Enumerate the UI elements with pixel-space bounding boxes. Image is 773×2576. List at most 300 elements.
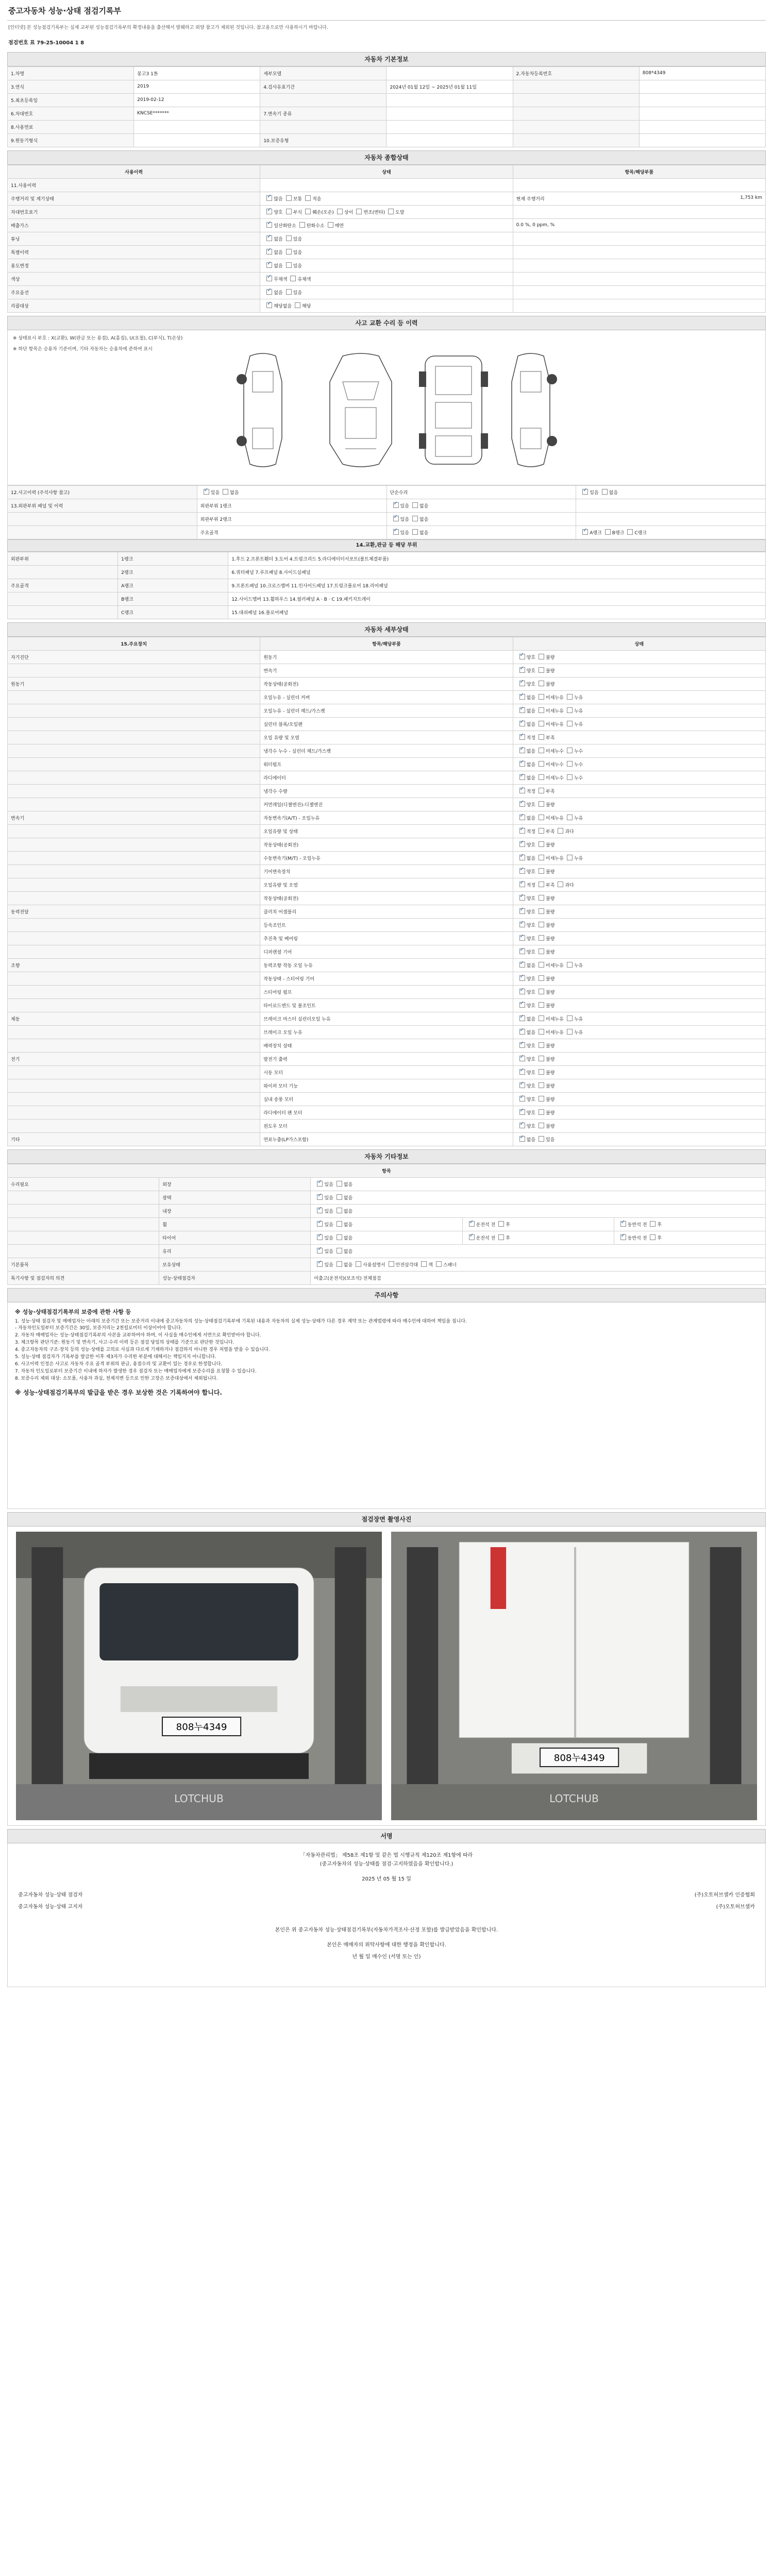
checkbox[interactable] xyxy=(539,1082,544,1088)
option-label: 누유 xyxy=(574,1016,583,1022)
detail-row xyxy=(8,650,766,664)
basic-cell: KNCSE******* xyxy=(134,107,260,120)
checkbox[interactable] xyxy=(519,882,525,887)
checkbox[interactable] xyxy=(519,1082,525,1088)
general-section-title: 자동차 종합상태 xyxy=(7,150,766,165)
checkbox[interactable] xyxy=(567,694,573,700)
checkbox[interactable] xyxy=(567,815,573,820)
checkbox[interactable] xyxy=(328,222,333,228)
accident-row xyxy=(8,526,766,539)
detail-status xyxy=(513,1132,765,1146)
basic-cell xyxy=(639,107,765,120)
other-cell xyxy=(311,1191,766,1204)
general-row xyxy=(8,285,766,299)
detail-item: 작동상태(공회전) xyxy=(260,838,513,851)
checkbox[interactable] xyxy=(266,235,272,241)
option-label: 부족 xyxy=(546,829,555,835)
option-label: 후 xyxy=(506,1222,510,1228)
frame-cell: 1.후드 2.프론트휀더 3.도어 4.트렁크리드 5.라디에이터서포트(볼트체결부품) xyxy=(228,552,766,565)
checkbox[interactable] xyxy=(519,828,525,834)
detail-row xyxy=(8,677,766,690)
checkbox[interactable] xyxy=(539,681,544,686)
checkbox[interactable] xyxy=(286,249,292,255)
option-label: 동반석 전 xyxy=(627,1222,647,1228)
detail-group: 변속기 xyxy=(8,811,260,824)
detail-group xyxy=(8,664,260,677)
checkbox[interactable] xyxy=(650,1234,656,1240)
other-cell: 타이어 xyxy=(159,1231,311,1244)
car-underside-icon xyxy=(415,351,492,469)
exterior-section-title: 사고 교환 수리 등 이력 xyxy=(7,316,766,330)
checkbox[interactable] xyxy=(286,289,292,295)
checkbox[interactable] xyxy=(539,1096,544,1101)
detail-status xyxy=(513,1052,765,1065)
checkbox[interactable] xyxy=(539,908,544,914)
checkbox[interactable] xyxy=(498,1221,504,1227)
checkbox[interactable] xyxy=(567,707,573,713)
detail-section-title: 자동차 세부상태 xyxy=(7,622,766,637)
accident-cell xyxy=(8,526,197,539)
checkbox[interactable] xyxy=(337,1261,342,1267)
detail-item: 등속조인트 xyxy=(260,918,513,931)
checkbox[interactable] xyxy=(539,1015,544,1021)
checkbox[interactable] xyxy=(582,529,588,535)
checkbox[interactable] xyxy=(519,1096,525,1101)
detail-item: 타이로드엔드 및 볼조인트 xyxy=(260,998,513,1012)
checkbox[interactable] xyxy=(393,516,399,521)
checkbox[interactable] xyxy=(519,681,525,686)
checkbox[interactable] xyxy=(539,1029,544,1035)
checkbox[interactable] xyxy=(539,1002,544,1008)
checkbox[interactable] xyxy=(317,1221,323,1227)
sign-panel xyxy=(7,1843,766,1987)
checkbox[interactable] xyxy=(393,529,399,535)
checkbox[interactable] xyxy=(469,1234,475,1240)
option-label: 적정 xyxy=(526,735,536,741)
checkbox[interactable] xyxy=(266,262,272,268)
checkbox[interactable] xyxy=(436,1261,442,1267)
checkbox[interactable] xyxy=(519,1015,525,1021)
checkbox[interactable] xyxy=(539,841,544,847)
car-right-side-icon xyxy=(502,351,559,469)
detail-group xyxy=(8,731,260,744)
checkbox[interactable] xyxy=(539,1056,544,1061)
checkbox[interactable] xyxy=(650,1221,656,1227)
option-label: 없음 xyxy=(419,503,429,509)
frame-cell xyxy=(8,592,118,605)
checkbox[interactable] xyxy=(337,1221,342,1227)
basic-cell xyxy=(639,133,765,147)
checkbox[interactable] xyxy=(539,654,544,659)
checkbox[interactable] xyxy=(356,1261,361,1267)
general-label: 주요옵션 xyxy=(8,285,260,299)
checkbox[interactable] xyxy=(337,1234,342,1240)
checkbox[interactable] xyxy=(295,302,300,308)
option-label: 잭 xyxy=(428,1262,433,1268)
checkbox[interactable] xyxy=(539,801,544,807)
checkbox[interactable] xyxy=(567,721,573,726)
detail-table xyxy=(7,637,766,1146)
checkbox[interactable] xyxy=(567,855,573,860)
checkbox[interactable] xyxy=(412,529,418,535)
other-cell xyxy=(311,1231,462,1244)
checkbox[interactable] xyxy=(337,209,343,214)
checkbox[interactable] xyxy=(519,801,525,807)
checkbox[interactable] xyxy=(567,1015,573,1021)
checkbox[interactable] xyxy=(519,841,525,847)
checkbox[interactable] xyxy=(519,1029,525,1035)
receiver-line: 년 월 일 매수인 (서명 또는 인) xyxy=(352,1954,421,1960)
checkbox[interactable] xyxy=(519,908,525,914)
checkbox[interactable] xyxy=(266,249,272,255)
detail-item: 워터펌프 xyxy=(260,757,513,771)
checkbox[interactable] xyxy=(519,895,525,901)
option-label: 누수 xyxy=(574,775,583,781)
option-label: 불량 xyxy=(546,668,555,674)
checkbox[interactable] xyxy=(519,1056,525,1061)
checkbox[interactable] xyxy=(519,1123,525,1128)
checkbox[interactable] xyxy=(605,529,611,535)
detail-group xyxy=(8,851,260,865)
checkbox[interactable] xyxy=(620,1234,626,1240)
checkbox[interactable] xyxy=(337,1208,342,1213)
checkbox[interactable] xyxy=(204,489,209,495)
detail-item: 발전기 출력 xyxy=(260,1052,513,1065)
checkbox[interactable] xyxy=(519,935,525,941)
accident-cell xyxy=(197,485,386,499)
checkbox[interactable] xyxy=(266,302,272,308)
checkbox[interactable] xyxy=(519,868,525,874)
detail-status xyxy=(513,945,765,958)
detail-item: 실내 송풍 모터 xyxy=(260,1092,513,1106)
checkbox[interactable] xyxy=(337,1194,342,1200)
checkbox[interactable] xyxy=(627,529,633,535)
option-label: 누수 xyxy=(574,749,583,754)
general-extra xyxy=(513,205,765,218)
option-label: 부족 xyxy=(546,735,555,741)
detail-row xyxy=(8,918,766,931)
general-header-cell: 상태 xyxy=(260,165,513,178)
checkbox[interactable] xyxy=(539,1109,544,1115)
option-label: 훼손(오손) xyxy=(312,210,334,215)
checkbox[interactable] xyxy=(539,1136,544,1142)
checkbox[interactable] xyxy=(539,694,544,700)
detail-group xyxy=(8,972,260,985)
checkbox[interactable] xyxy=(266,276,272,281)
detail-status xyxy=(513,1039,765,1052)
checkbox[interactable] xyxy=(539,948,544,954)
option-label: 미세누수 xyxy=(546,775,564,781)
checkbox[interactable] xyxy=(519,761,525,767)
checkbox[interactable] xyxy=(602,489,608,495)
sign-date: 2025 년 05 월 15 일 xyxy=(362,1876,411,1882)
detail-row xyxy=(8,704,766,717)
option-label: 동반석 전 xyxy=(627,1235,647,1241)
caution-item: 8. 보증수리 제외 대상: 소모품, 사용자 과실, 천재지변 등으로 인한 고장은 보증대상에서 제외됩니다. xyxy=(15,1376,218,1382)
detail-group xyxy=(8,1025,260,1039)
diagram-legend: ※ 상태표시 부호 : X(교환), W(판금 또는 용접), A(흠집), U(요철), C(부식), T(손상) xyxy=(13,335,183,341)
checkbox[interactable] xyxy=(305,195,311,201)
checkbox[interactable] xyxy=(317,1261,323,1267)
detail-group: 자기진단 xyxy=(8,650,260,664)
checkbox[interactable] xyxy=(539,935,544,941)
checkbox[interactable] xyxy=(539,868,544,874)
other-cell: 내장 xyxy=(159,1204,311,1217)
other-section-title: 자동차 기타정보 xyxy=(7,1149,766,1164)
checkbox[interactable] xyxy=(519,922,525,927)
basic-row xyxy=(8,80,766,93)
detail-row xyxy=(8,690,766,704)
detail-item: 오일유량 및 상태 xyxy=(260,824,513,838)
checkbox[interactable] xyxy=(539,895,544,901)
checkbox[interactable] xyxy=(317,1194,323,1200)
option-label: 누유 xyxy=(574,963,583,969)
checkbox[interactable] xyxy=(337,1248,342,1253)
basic-row xyxy=(8,66,766,80)
checkbox[interactable] xyxy=(317,1181,323,1187)
checkbox[interactable] xyxy=(519,788,525,793)
option-label: 양호 xyxy=(526,936,536,942)
option-label: 양호 xyxy=(526,976,536,982)
checkbox[interactable] xyxy=(519,667,525,673)
inspector-label: 중고자동차 성능·상태 점검자 xyxy=(18,1892,83,1898)
photos-panel xyxy=(7,1527,766,1826)
option-label: 부족 xyxy=(546,789,555,794)
option-label: 있음 xyxy=(324,1209,333,1214)
other-row xyxy=(8,1244,766,1258)
option-label: 누수 xyxy=(574,762,583,768)
other-cell: 미출고(운전석)(보조석) 전체점검 xyxy=(311,1271,766,1284)
basic-cell: 7.변속기 종류 xyxy=(260,107,386,120)
general-value xyxy=(260,272,513,285)
general-header-cell: 항목/해당부품 xyxy=(513,165,765,178)
checkbox[interactable] xyxy=(519,855,525,860)
detail-item: 오일유량 및 오염 xyxy=(260,878,513,891)
option-label: 적정 xyxy=(526,883,536,888)
checkbox[interactable] xyxy=(539,975,544,981)
checkbox[interactable] xyxy=(558,882,563,887)
checkbox[interactable] xyxy=(539,761,544,767)
checkbox[interactable] xyxy=(539,882,544,887)
checkbox[interactable] xyxy=(266,209,272,214)
checkbox[interactable] xyxy=(539,774,544,780)
option-label: 없음 xyxy=(526,775,536,781)
option-label: 없음 xyxy=(526,749,536,754)
checkbox[interactable] xyxy=(299,222,305,228)
checkbox[interactable] xyxy=(519,654,525,659)
checkbox[interactable] xyxy=(412,502,418,508)
checkbox[interactable] xyxy=(539,922,544,927)
checkbox[interactable] xyxy=(317,1234,323,1240)
detail-group xyxy=(8,931,260,945)
checkbox[interactable] xyxy=(539,1042,544,1048)
checkbox[interactable] xyxy=(519,1109,525,1115)
detail-group xyxy=(8,918,260,931)
rear-plate-text: 808누4349 xyxy=(553,1752,605,1764)
checkbox[interactable] xyxy=(539,721,544,726)
option-label: 없음 xyxy=(343,1249,353,1255)
checkbox[interactable] xyxy=(498,1234,504,1240)
checkbox[interactable] xyxy=(539,707,544,713)
checkbox[interactable] xyxy=(519,1136,525,1142)
option-label: 양호 xyxy=(526,842,536,848)
basic-cell xyxy=(639,120,765,133)
checkbox[interactable] xyxy=(286,235,292,241)
checkbox[interactable] xyxy=(266,289,272,295)
accident-cell xyxy=(576,499,766,512)
basic-cell xyxy=(639,80,765,93)
checkbox[interactable] xyxy=(539,989,544,994)
checkbox[interactable] xyxy=(519,962,525,968)
checkbox[interactable] xyxy=(337,1181,342,1187)
checkbox[interactable] xyxy=(539,1123,544,1128)
checkbox[interactable] xyxy=(567,748,573,753)
checkbox[interactable] xyxy=(519,815,525,820)
other-cell xyxy=(311,1217,462,1231)
checkbox[interactable] xyxy=(539,815,544,820)
checkbox[interactable] xyxy=(356,209,362,214)
detail-row xyxy=(8,664,766,677)
detail-group xyxy=(8,744,260,757)
detail-item: 오일 유량 및 오염 xyxy=(260,731,513,744)
checkbox[interactable] xyxy=(519,1069,525,1075)
option-label: 불량 xyxy=(546,950,555,955)
checkbox[interactable] xyxy=(519,989,525,994)
checkbox[interactable] xyxy=(519,1002,525,1008)
checkbox[interactable] xyxy=(567,774,573,780)
checkbox[interactable] xyxy=(317,1208,323,1213)
checkbox[interactable] xyxy=(519,975,525,981)
frame-cell: 주요골격 xyxy=(8,579,118,592)
detail-group xyxy=(8,704,260,717)
checkbox[interactable] xyxy=(539,962,544,968)
frame-cell xyxy=(8,565,118,579)
detail-item: 라디에이터 팬 모터 xyxy=(260,1106,513,1119)
detail-item: 디퍼렌셜 기어 xyxy=(260,945,513,958)
general-value xyxy=(260,285,513,299)
checkbox[interactable] xyxy=(305,209,311,214)
basic-cell xyxy=(513,107,639,120)
general-label: 11.사용이력 xyxy=(8,178,260,192)
checkbox[interactable] xyxy=(266,222,272,228)
checkbox[interactable] xyxy=(567,962,573,968)
checkbox[interactable] xyxy=(582,489,588,495)
confirm-text-2: 본인은 매매자의 위탁사항에 대한 행정을 확인합니다. xyxy=(327,1942,446,1948)
caution-item: 2. 자동차 매매업자는 성능·상태점검기록부의 사본을 교부하여야 하며, 이 사실을 매수인에게 서면으로 확인받아야 합니다. xyxy=(15,1333,261,1338)
detail-group xyxy=(8,717,260,731)
option-label: 매연 xyxy=(334,223,344,229)
detail-header-row xyxy=(8,637,766,650)
option-label: 누유 xyxy=(574,695,583,701)
checkbox[interactable] xyxy=(421,1261,427,1267)
accident-cell xyxy=(576,526,766,539)
checkbox[interactable] xyxy=(519,1042,525,1048)
detail-status xyxy=(513,998,765,1012)
basic-cell: 8.사용연료 xyxy=(8,120,134,133)
checkbox[interactable] xyxy=(519,721,525,726)
checkbox[interactable] xyxy=(539,788,544,793)
other-cell: 보유상태 xyxy=(159,1258,311,1271)
detail-group xyxy=(8,838,260,851)
option-label: 불량 xyxy=(546,990,555,995)
checkbox[interactable] xyxy=(539,748,544,753)
accident-cell: 단순수리 xyxy=(386,485,576,499)
detail-item: 작동상태(공회전) xyxy=(260,891,513,905)
accident-cell: 13.외판부위 패널 및 이력 xyxy=(8,499,197,512)
checkbox[interactable] xyxy=(539,734,544,740)
detail-row xyxy=(8,865,766,878)
dealer-label: 중고자동차 성능·상태 고지자 xyxy=(18,1904,83,1910)
checkbox[interactable] xyxy=(558,828,563,834)
checkbox[interactable] xyxy=(539,828,544,834)
checkbox[interactable] xyxy=(290,276,296,281)
checkbox[interactable] xyxy=(539,855,544,860)
option-label: 없음 xyxy=(274,263,283,269)
checkbox[interactable] xyxy=(519,734,525,740)
option-label: 유채색 xyxy=(297,277,311,282)
option-label: C랭크 xyxy=(634,530,647,536)
accident-table xyxy=(7,485,766,539)
detail-item: 오일누유 - 실린더 헤드/가스켓 xyxy=(260,704,513,717)
option-label: 많음 xyxy=(274,196,283,202)
basic-row xyxy=(8,107,766,120)
checkbox[interactable] xyxy=(393,502,399,508)
option-label: 불량 xyxy=(546,1043,555,1049)
checkbox[interactable] xyxy=(519,707,525,713)
checkbox[interactable] xyxy=(519,748,525,753)
general-header-cell: 사용이력 xyxy=(8,165,260,178)
checkbox[interactable] xyxy=(286,195,292,201)
checkbox[interactable] xyxy=(469,1221,475,1227)
checkbox[interactable] xyxy=(388,209,394,214)
option-label: 후 xyxy=(657,1222,662,1228)
checkbox[interactable] xyxy=(389,1261,394,1267)
option-label: 없음 xyxy=(230,490,239,496)
checkbox[interactable] xyxy=(539,1069,544,1075)
checkbox[interactable] xyxy=(620,1221,626,1227)
other-cell xyxy=(8,1204,159,1217)
accident-cell xyxy=(386,512,576,526)
other-cell: 외장 xyxy=(159,1177,311,1191)
checkbox[interactable] xyxy=(519,948,525,954)
general-extra xyxy=(513,272,765,285)
frame-title: 14.교환,판금 등 해당 부위 xyxy=(7,539,766,552)
checkbox[interactable] xyxy=(412,516,418,521)
checkbox[interactable] xyxy=(539,667,544,673)
checkbox[interactable] xyxy=(266,195,272,201)
extra-text: 현재 주행거리 xyxy=(516,196,545,202)
checkbox[interactable] xyxy=(567,761,573,767)
option-label: 누유 xyxy=(574,816,583,821)
checkbox[interactable] xyxy=(286,209,292,214)
option-label: 없음 xyxy=(526,1016,536,1022)
checkbox[interactable] xyxy=(286,262,292,268)
option-label: 불량 xyxy=(546,896,555,902)
checkbox[interactable] xyxy=(317,1248,323,1253)
other-row xyxy=(8,1191,766,1204)
detail-row xyxy=(8,824,766,838)
checkbox[interactable] xyxy=(519,694,525,700)
checkbox[interactable] xyxy=(519,774,525,780)
general-label: 주행거리 및 계기상태 xyxy=(8,192,260,205)
detail-item: 라디에이터 xyxy=(260,771,513,784)
photos-section-title: 점검장면 촬영사진 xyxy=(7,1512,766,1527)
checkbox[interactable] xyxy=(223,489,228,495)
detail-group xyxy=(8,945,260,958)
option-label: 없음 xyxy=(526,1137,536,1143)
sign-body-1: 「자동차관리법」 제58조 제1항 및 같은 법 시행규칙 제120조 제1항에 따라 xyxy=(300,1852,473,1858)
checkbox[interactable] xyxy=(567,1029,573,1035)
